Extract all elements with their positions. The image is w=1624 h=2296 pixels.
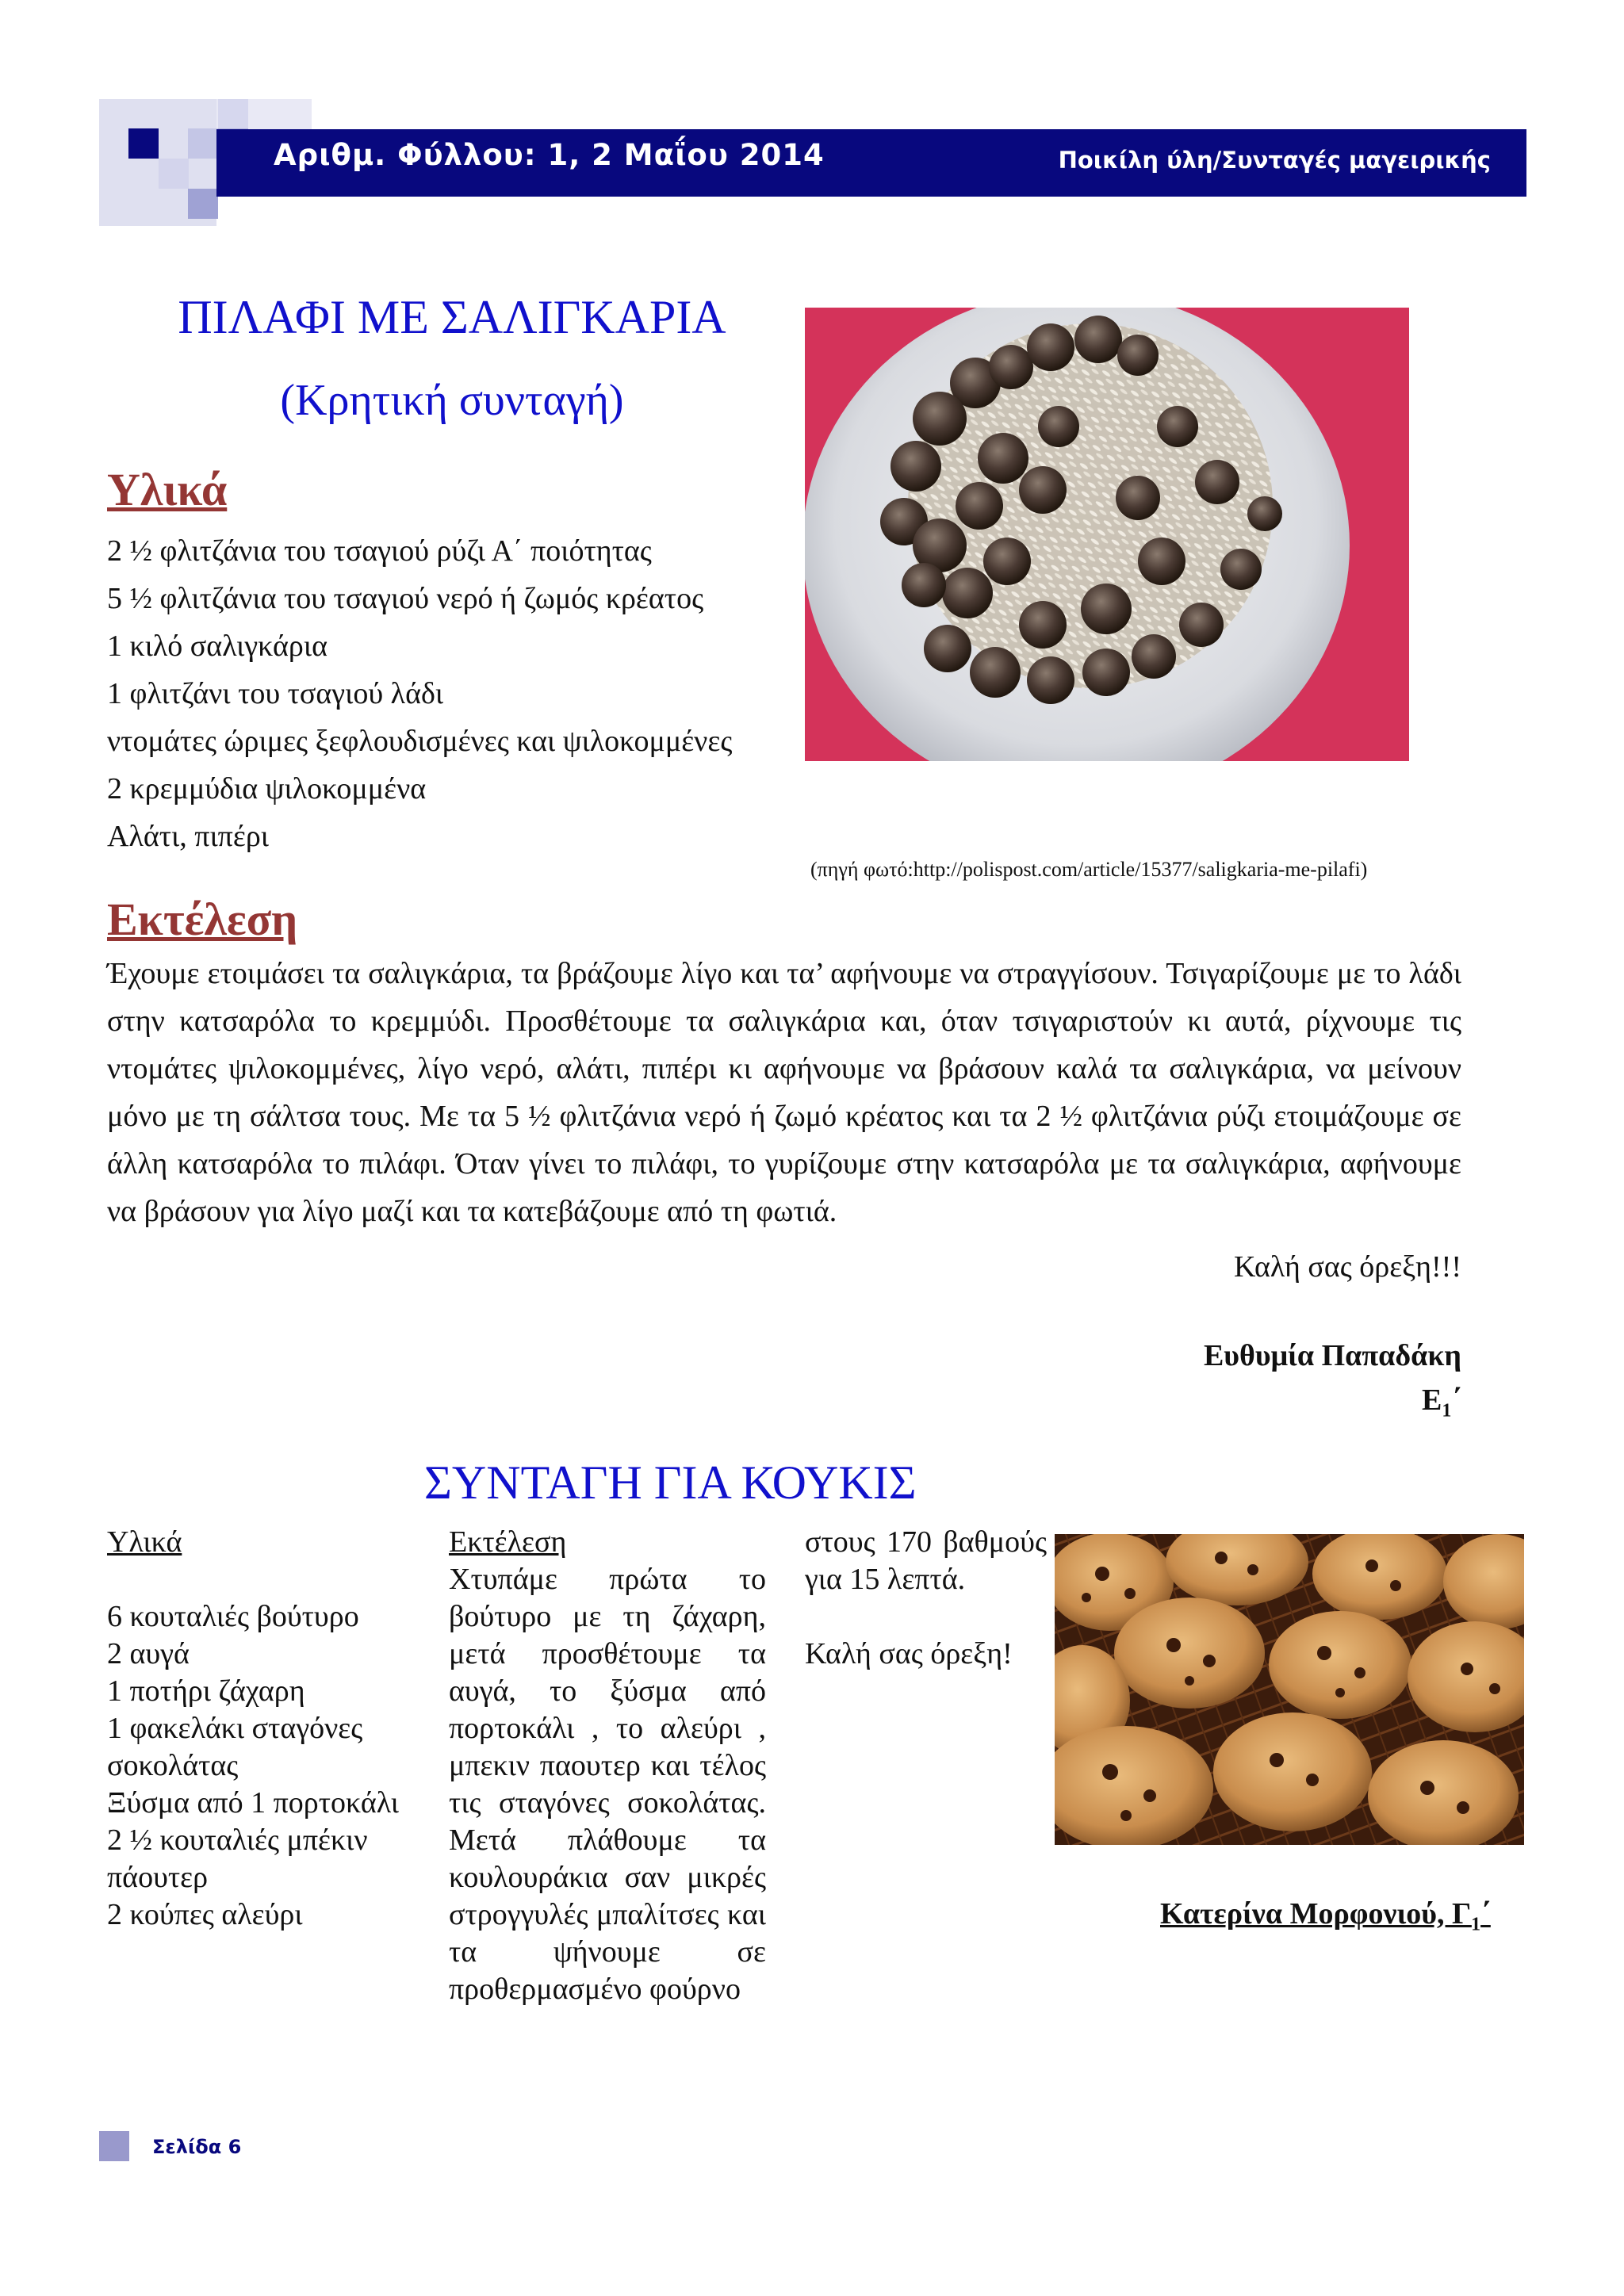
recipe2-method-column xyxy=(449,1524,766,2008)
recipe1-method-heading: Εκτέλεση xyxy=(107,894,298,945)
snail-pilaf-photo xyxy=(805,308,1409,761)
footer-square xyxy=(99,2131,129,2161)
list-item: 1 ποτήρι ζάχαρη xyxy=(107,1674,305,1708)
recipe1-subtitle: (Κρητική συνταγή) xyxy=(280,376,624,425)
recipe2-method-heading: Εκτέλεση xyxy=(449,1525,567,1559)
recipe2-method: Χτυπάμε πρώτα το βούτυρο με τη ζάχαρη, μετά προσθέτουμε τα αυγά, το ξύσμα από πορτοκάλι , το αλεύρι , μπεκιν παουτερ και τέλος τις σταγόνες σοκολάτας. Μετά πλάθουμε τα κουλουράκια σαν μικρές στρογγυλές μπαλίτσες και τα ψήνουμε σε προθερμασμένο φούρνο xyxy=(449,1563,766,2006)
list-item: 2 ½ φλιτζάνια του τσαγιού ρύζι Α΄ ποιότητας xyxy=(107,534,652,568)
recipe1-method: Έχουμε ετοιμάσει τα σαλιγκάρια, τα βράζουμε λίγο και τα’ αφήνουμε να στραγγίσουν. Τσιγαρίζουμε με το λάδι στην κατσαρόλα το κρεμμύδι. Προσθέτουμε τα σαλιγκάρια και, όταν τσιγαριστούν κι αυτά, ρίχνουμε τις ντομάτες ψιλοκομμένες, λίγο νερό, αλάτι, πιπέρι κι αφήνουμε να βράσουν καλά τα σαλιγκάρια, να μείνουν μόνο με τη σάλτσα τους. Με τα 5 ½ φλιτζάνια νερό ή ζωμό κρέατος και τα 2 ½ φλιτζάνια ρύζι ετοιμάζουμε σε άλλη κατσαρόλα το πιλάφι. Όταν γίνει το πιλάφι, το γυρίζουμε στην κατσαρόλα με τα σαλιγκάρια, αφήνουμε να βράσουν για λίγο μαζί και τα κατεβάζουμε από τη φωτιά. xyxy=(107,957,1461,1228)
list-item: 2 κρεμμύδια ψιλοκομμένα xyxy=(107,772,427,806)
list-item: Ξύσμα από 1 πορτοκάλι xyxy=(107,1786,399,1820)
recipe2-wish: Καλή σας όρεξη! xyxy=(805,1637,1013,1670)
page-number: Σελίδα 6 xyxy=(152,2136,242,2158)
list-item: 2 αυγά xyxy=(107,1637,190,1670)
recipe1-ingredients-list xyxy=(107,527,732,860)
list-item: 1 φλιτζάνι του τσαγιού λάδι xyxy=(107,677,444,710)
list-item: 5 ½ φλιτζάνια του τσαγιού νερό ή ζωμός κρέατος xyxy=(107,582,704,615)
list-item: Αλάτι, πιπέρι xyxy=(107,820,270,853)
list-item: 2 κούπες αλεύρι xyxy=(107,1898,303,1931)
recipe2-method-continuation: στους 170 βαθμούς για 15 λεπτά. xyxy=(805,1525,1047,1596)
photo-caption: (πηγή φωτό:http://polispost.com/article/15377/saligkaria-me-pilafi) xyxy=(810,858,1368,881)
list-item: 1 κιλό σαλιγκάρια xyxy=(107,629,327,663)
recipe2-method-continued xyxy=(805,1524,1047,1673)
recipe1-ingredients-heading: Υλικά xyxy=(107,464,228,515)
recipe2-title: ΣΥΝΤΑΓΗ ΓΙΑ ΚΟΥΚΙΣ xyxy=(424,1456,917,1509)
list-item: 2 ½ κουταλιές μπέκιν πάουτερ xyxy=(107,1823,368,1894)
recipe1-title: ΠΙΛΑΦΙ ΜΕ ΣΑΛΙΓΚΑΡΙΑ xyxy=(178,291,726,343)
list-item: 6 κουταλιές βούτυρο xyxy=(107,1600,359,1633)
section-label: Ποικίλη ύλη/Συνταγές μαγειρικής xyxy=(1058,147,1491,174)
list-item: 1 φακελάκι σταγόνες σοκολάτας xyxy=(107,1712,363,1782)
recipe2-author: Κατερίνα Μορφονιού, $\Gamma_1΄$ xyxy=(1160,1897,1491,1935)
recipe2-ingredients-heading: Υλικά xyxy=(107,1525,182,1559)
issue-label: Αριθμ. Φύλλου: 1, 2 Μαΐου 2014 xyxy=(274,138,825,172)
recipe1-author xyxy=(1204,1334,1461,1433)
recipe1-wish: Καλή σας όρεξη!!! xyxy=(1233,1250,1461,1284)
list-item: ντομάτες ώριμες ξεφλουδισμένες και ψιλοκομμένες xyxy=(107,725,733,758)
recipe2-ingredients-column xyxy=(107,1524,416,1934)
cookies-photo xyxy=(1055,1534,1524,1845)
author-name: Ευθυμία Παπαδάκη xyxy=(1203,1339,1461,1372)
author-class: $E_1΄$ xyxy=(1421,1383,1461,1422)
